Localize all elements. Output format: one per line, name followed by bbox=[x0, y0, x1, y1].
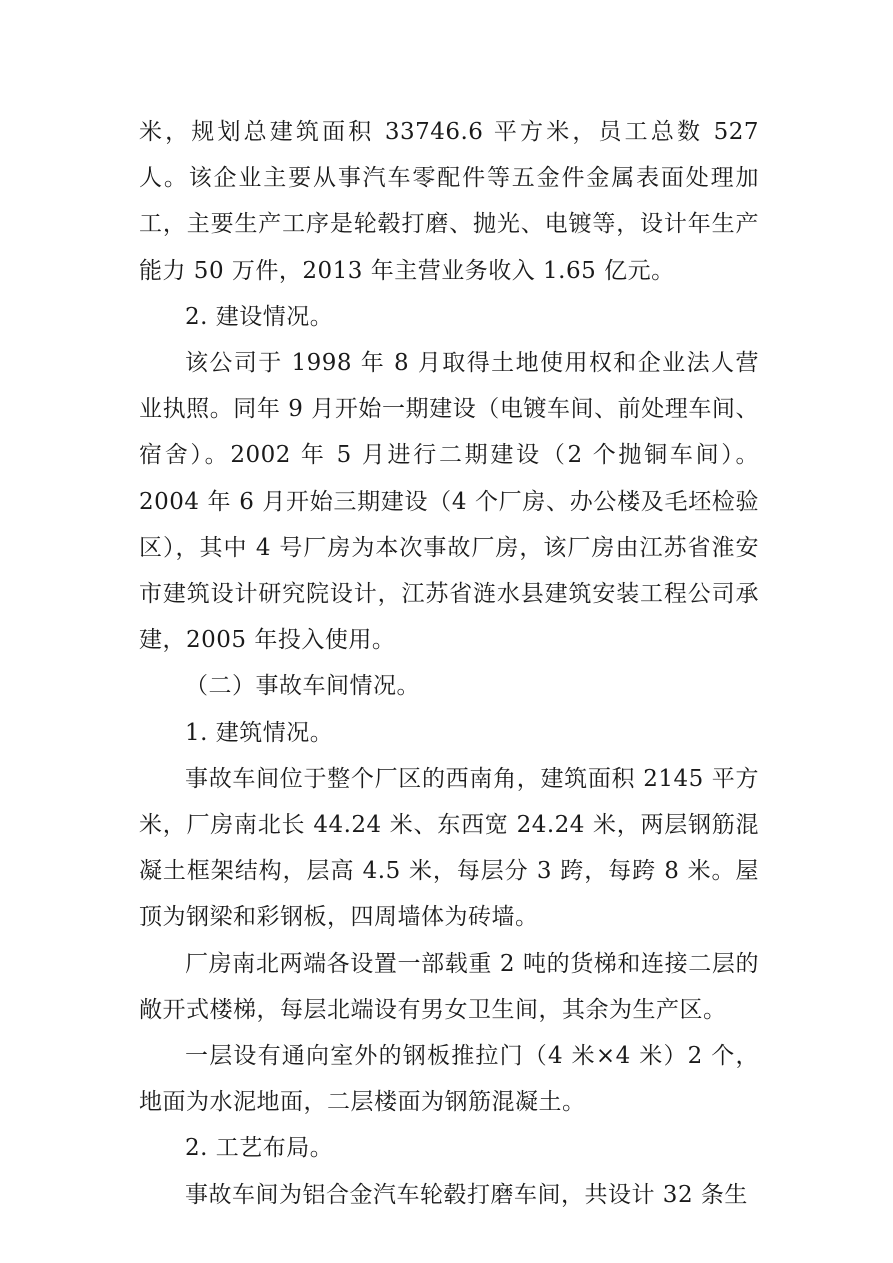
heading-building-status: 1. 建筑情况。 bbox=[185, 719, 334, 746]
paragraph-ground-floor: 一层设有通向室外的钢板推拉门（4 米×4 米）2 个，地面为水泥地面，二层楼面为钢筋混凝土。 bbox=[139, 1043, 759, 1116]
document-page bbox=[139, 109, 759, 1218]
paragraph-company-overview: 米，规划总建筑面积 33746.6 平方米，员工总数 527 人。该企业主要从事汽车零配件等五金件金属表面处理加工，主要生产工序是轮毂打磨、抛光、电镀等，设计年生产能力 50 万件，2013 年主营业务收入 1.65 亿元。 bbox=[139, 119, 759, 284]
heading-construction-status: 2. 建设情况。 bbox=[185, 303, 334, 330]
paragraph-building-description: 事故车间位于整个厂区的西南角，建筑面积 2145 平方米，厂房南北长 44.24 米、东西宽 24.24 米，两层钢筋混凝土框架结构，层高 4.5 米，每层分 3 跨，每跨 8 米。屋顶为钢梁和彩钢板，四周墙体为砖墙。 bbox=[139, 765, 759, 931]
paragraph-process-layout: 事故车间为铝合金汽车轮毂打磨车间，共设计 32 条生 bbox=[185, 1181, 748, 1208]
heading-process-layout: 2. 工艺布局。 bbox=[185, 1135, 334, 1162]
paragraph-construction-history: 该公司于 1998 年 8 月取得土地使用权和企业法人营业执照。同年 9 月开始一期建设（电镀车间、前处理车间、宿舍）。2002 年 5 月进行二期建设（2 个抛铜车间）。2004 年 6 月开始三期建设（4 个厂房、办公楼及毛坯检验区），其中 4 号厂房为本次事故厂房，该厂房由江苏省淮安市建筑设计研究院设计，江苏省涟水县建筑安装工程公司承建，2005 年投入使用。 bbox=[139, 350, 759, 654]
heading-accident-workshop: （二）事故车间情况。 bbox=[185, 673, 420, 700]
paragraph-elevators-stairs: 厂房南北两端各设置一部载重 2 吨的货梯和连接二层的敞开式楼梯，每层北端设有男女卫生间，其余为生产区。 bbox=[139, 950, 759, 1023]
